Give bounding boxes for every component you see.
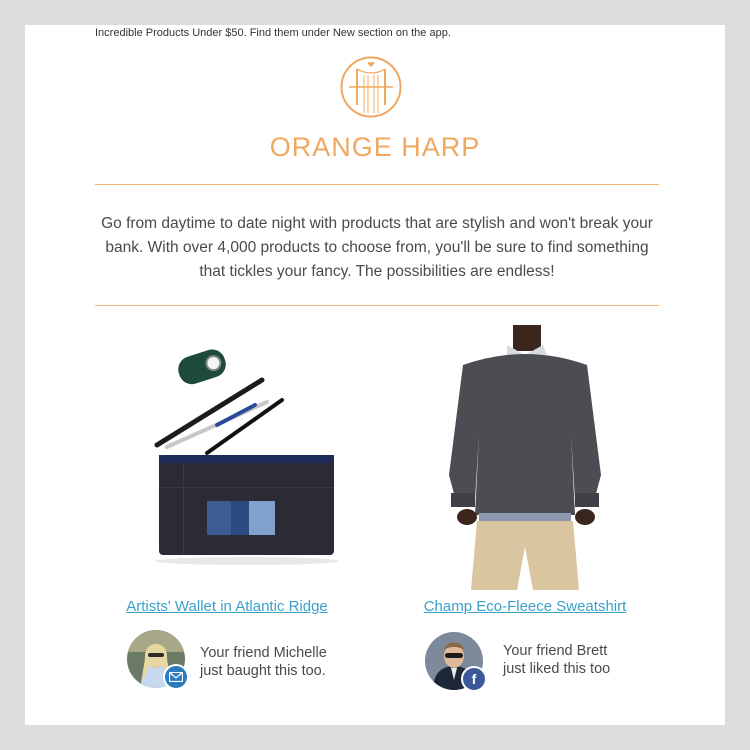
divider [95, 305, 659, 306]
friend-line-1: Your friend Brett [503, 643, 608, 659]
friend-line-2: just liked this too [503, 661, 611, 677]
friend-activity [375, 630, 675, 694]
friend-text [503, 642, 610, 678]
product-link[interactable]: Champ Eco-Fleece Sweatshirt [423, 598, 627, 615]
product-image-sweatshirt[interactable] [375, 325, 675, 590]
facebook-icon: f [461, 666, 487, 692]
brand-name: ORANGE HARP [269, 132, 481, 162]
preheader-text: Incredible Products Under $50. Find them under New section on the app. [95, 27, 451, 39]
friend-activity [77, 630, 377, 694]
product-link[interactable]: Artists' Wallet in Atlantic Ridge [126, 598, 328, 615]
friend-text [200, 644, 327, 680]
divider [95, 184, 659, 185]
email-card [25, 25, 725, 725]
friend-line-2: just baught this too. [200, 663, 326, 679]
product-image-wallet[interactable] [77, 325, 377, 590]
harp-heart-logo-icon [339, 55, 403, 119]
intro-paragraph: Go from daytime to date night with products that are stylish and won't break your bank. With over 4,000 products to choose from, you'll be sure to find something that tickles your fancy. The possibilities are endless! [101, 215, 653, 280]
friend-line-1: Your friend Michelle [200, 645, 327, 661]
mail-icon [163, 664, 189, 690]
